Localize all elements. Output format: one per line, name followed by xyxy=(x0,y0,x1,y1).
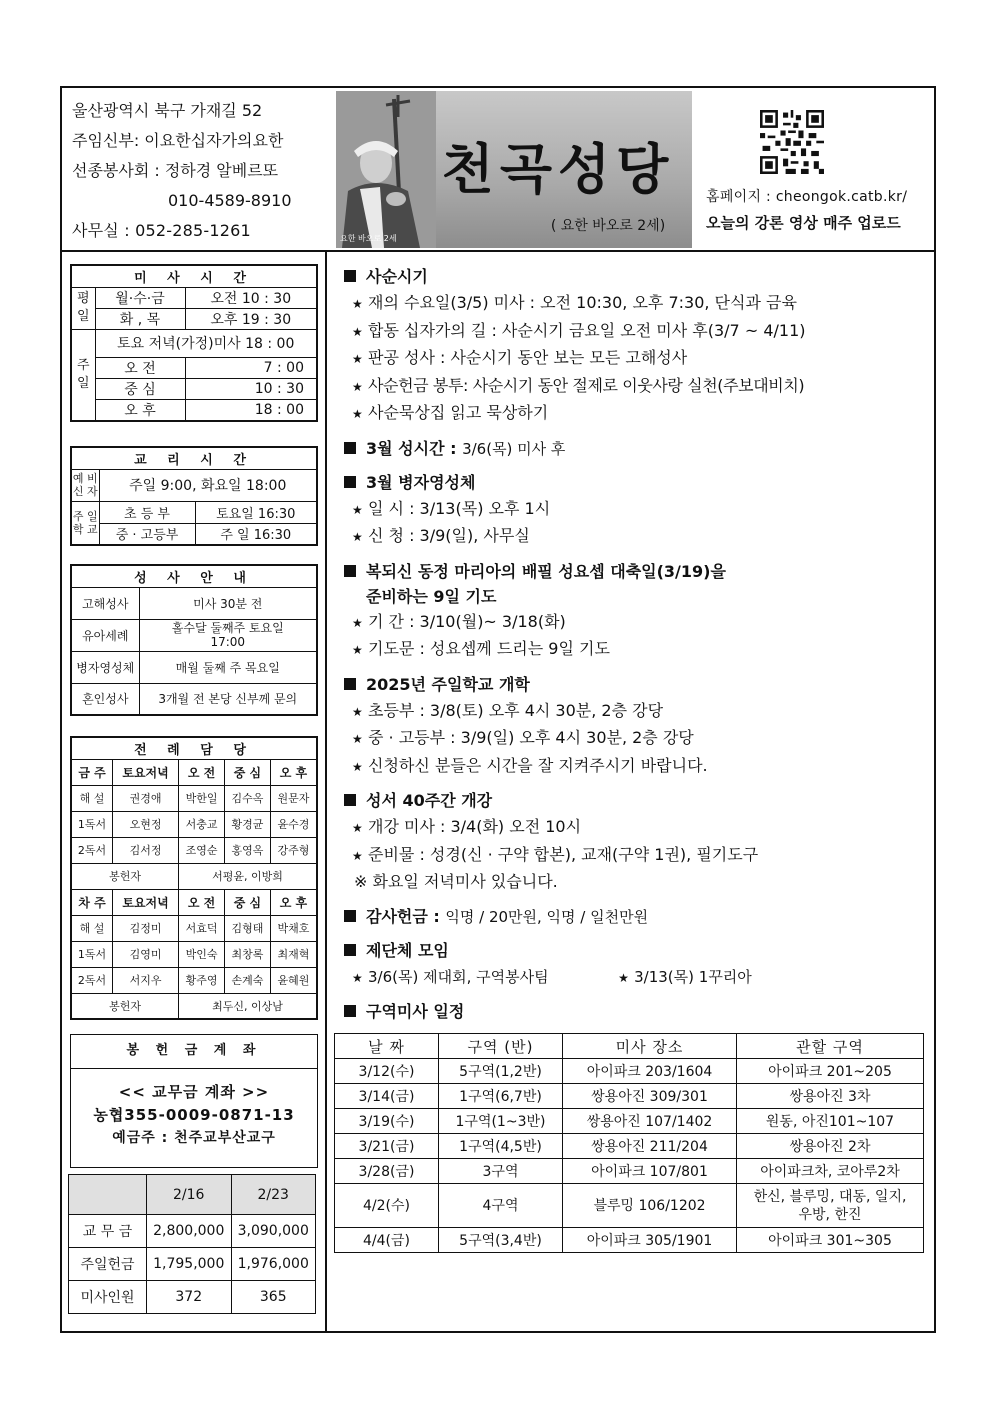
bible-note: ※ 화요일 저녁미사 있습니다. xyxy=(354,872,558,891)
sunday-school-item: ★ 중 · 고등부 : 3/9(일) 오후 4시 30분, 2층 강당 xyxy=(344,725,934,753)
bible-item: ★ 준비물 : 성경(신 · 구약 합본), 교재(구약 1권), 필기도구 xyxy=(344,842,934,870)
district-cell: 아이파크 201~205 xyxy=(737,1059,924,1084)
thanks-detail: 익명 / 20만원, 익명 / 일천만원 xyxy=(445,907,649,926)
duty-cell: 김정미 xyxy=(113,915,179,941)
duty-cell: 서효덕 xyxy=(179,915,225,941)
duty-header: 중 심 xyxy=(225,889,271,915)
star-bullet-icon: ★ xyxy=(352,324,363,339)
school-grade: 초 등 부 xyxy=(99,501,195,523)
district-cell: 3/28(금) xyxy=(335,1159,439,1184)
duty-header: 오 후 xyxy=(270,889,317,915)
district-cell: 3/12(수) xyxy=(335,1059,439,1084)
district-cell: 아이파크 107/801 xyxy=(563,1159,737,1184)
finance-table xyxy=(68,1174,316,1314)
sick-communion-title: 3월 병자영성체 xyxy=(366,472,476,492)
catechumen-time: 주일 9:00, 화요일 18:00 xyxy=(99,469,317,501)
duty-cell: 오현정 xyxy=(113,811,179,837)
sacrament-desc: 매월 둘째 주 목요일 xyxy=(139,651,317,683)
duty-cell: 해 설 xyxy=(71,785,113,811)
duty-cell: 최창록 xyxy=(225,941,271,967)
bible-item: ★ 개강 미사 : 3/4(화) 오전 10시 xyxy=(344,814,934,842)
finance-value: 1,976,000 xyxy=(231,1248,316,1281)
finance-value: 2,800,000 xyxy=(147,1215,232,1248)
sacrament-desc: 3개월 전 본당 신부께 문의 xyxy=(139,683,317,715)
patron-saint: ( 요한 바오로 2세) xyxy=(550,218,666,234)
sunday-school-title: 2025년 주일학교 개학 xyxy=(366,674,530,694)
duty-cell: 박채호 xyxy=(270,915,317,941)
photo-caption: 요한 바오로 2세 xyxy=(340,234,397,243)
church-banner xyxy=(336,91,692,248)
sick-communion-section xyxy=(344,470,934,551)
sunday-school-label: 주 일 학 교 xyxy=(71,501,99,545)
novena-item: ★ 기도문 : 성요셉께 드리는 9일 기도 xyxy=(344,636,934,664)
star-bullet-icon: ★ xyxy=(352,352,363,366)
table-row xyxy=(335,1159,924,1184)
duty-cell: 해 설 xyxy=(71,915,113,941)
finance-label: 주일헌금 xyxy=(69,1248,147,1281)
finance-label: 미사인원 xyxy=(69,1281,147,1314)
finance-value: 365 xyxy=(231,1281,316,1314)
sick-communion-item: ★ 신 청 : 3/9(일), 사무실 xyxy=(344,523,934,551)
sunday-time: 10 : 30 xyxy=(185,378,317,399)
square-bullet-icon xyxy=(344,565,356,577)
sacrament-name: 고해성사 xyxy=(71,587,139,619)
duty-cell: 2독서 xyxy=(71,967,113,993)
district-cell: 아이파크 203/1604 xyxy=(563,1059,737,1084)
district-header: 날 짜 xyxy=(335,1034,439,1059)
district-cell: 4/4(금) xyxy=(335,1228,439,1253)
duty-cell: 황경균 xyxy=(225,811,271,837)
account-subtitle: << 교무금 계좌 >> xyxy=(118,1083,270,1101)
sacraments-title: 성 사 안 내 xyxy=(71,565,317,587)
square-bullet-icon xyxy=(344,944,356,956)
bible-section xyxy=(344,788,934,896)
catechism-table xyxy=(70,446,318,546)
table-row xyxy=(335,1228,924,1253)
school-time: 토요일 16:30 xyxy=(195,501,317,523)
sunday-school-item: ★ 초등부 : 3/8(토) 오후 4시 30분, 2층 강당 xyxy=(344,698,934,726)
offering-label: 봉헌자 xyxy=(71,993,179,1019)
duty-cell: 윤혜원 xyxy=(270,967,317,993)
square-bullet-icon xyxy=(344,270,356,282)
novena-title: 복되신 동정 마리아의 배필 성요셉 대축일(3/19)을 xyxy=(366,561,726,581)
pastor: 주임신부: 이요한십자가의요한 xyxy=(72,131,284,150)
duty-cell: 박한일 xyxy=(179,785,225,811)
district-title: 구역미사 일정 xyxy=(366,1002,465,1021)
thanks-title: 감사헌금 : xyxy=(366,906,440,926)
square-bullet-icon xyxy=(344,678,356,690)
duty-header: 금 주 xyxy=(71,759,113,785)
star-bullet-icon: ★ xyxy=(352,821,363,835)
sacrament-desc: 미사 30분 전 xyxy=(139,587,317,619)
lent-title: 사순시기 xyxy=(344,264,934,290)
duty-cell: 조영순 xyxy=(179,837,225,863)
star-bullet-icon: ★ xyxy=(352,704,363,719)
groups-section xyxy=(344,938,934,992)
office-phone: 사무실 : 052-285-1261 xyxy=(72,221,251,240)
council: 선종봉사회 : 정하경 알베르또 xyxy=(72,161,279,180)
district-header: 관할 구역 xyxy=(737,1034,924,1059)
district-cell: 1구역(1~3반) xyxy=(439,1109,563,1134)
district-header: 미사 장소 xyxy=(563,1034,737,1059)
holy-hour-section xyxy=(344,436,934,462)
table-row xyxy=(335,1059,924,1084)
lent-item: ★ 합동 십자가의 길 : 사순시기 금요일 오전 미사 후(3/7 ~ 4/11) xyxy=(344,318,934,346)
pope-photo xyxy=(336,91,436,248)
duty-cell: 2독서 xyxy=(71,837,113,863)
liturgy-duty-table xyxy=(70,736,318,1020)
duty-cell: 권경애 xyxy=(113,785,179,811)
duty-header: 오 후 xyxy=(270,759,317,785)
star-bullet-icon: ★ xyxy=(352,848,363,863)
sacrament-name: 병자영성체 xyxy=(71,651,139,683)
district-cell: 쌍용아진 3차 xyxy=(737,1084,924,1109)
council-phone: 010-4589-8910 xyxy=(168,191,292,210)
duty-header: 차 주 xyxy=(71,889,113,915)
sunday-time: 7 : 00 xyxy=(185,357,317,378)
parish-info xyxy=(72,96,334,246)
star-bullet-icon: ★ xyxy=(352,407,363,421)
district-cell: 4/2(수) xyxy=(335,1184,439,1228)
bulletin-frame xyxy=(60,86,936,1333)
catechumen-label: 예 비 신 자 xyxy=(71,469,99,501)
duty-cell: 서충교 xyxy=(179,811,225,837)
district-cell: 4구역 xyxy=(439,1184,563,1228)
header xyxy=(62,88,934,252)
district-cell: 1구역(4,5반) xyxy=(439,1134,563,1159)
duty-cell: 홍영옥 xyxy=(225,837,271,863)
duty-header: 오 전 xyxy=(179,759,225,785)
table-row xyxy=(335,1134,924,1159)
duty-cell: 강주형 xyxy=(270,837,317,863)
sunday-period: 오 후 xyxy=(95,399,185,421)
district-cell: 3/19(수) xyxy=(335,1109,439,1134)
district-header: 구역 (반) xyxy=(439,1034,563,1059)
sacrament-name: 혼인성사 xyxy=(71,683,139,715)
duty-cell: 김형태 xyxy=(225,915,271,941)
finance-value: 1,795,000 xyxy=(147,1248,232,1281)
square-bullet-icon xyxy=(344,1005,356,1017)
lent-item: ★ 재의 수요일(3/5) 미사 : 오전 10:30, 오후 7:30, 단식과 금육 xyxy=(344,290,934,318)
district-cell: 3구역 xyxy=(439,1159,563,1184)
district-cell: 한신, 블루밍, 대동, 일지, 우방, 한진 xyxy=(737,1184,924,1228)
sunday-period: 오 전 xyxy=(95,357,185,378)
bible-title: 성서 40주간 개강 xyxy=(366,791,493,810)
finance-header: 2/23 xyxy=(231,1175,316,1215)
church-name: 천곡성당 xyxy=(441,137,675,201)
sick-communion-item: ★ 일 시 : 3/13(목) 오후 1시 xyxy=(344,496,934,524)
duty-cell: 최재혁 xyxy=(270,941,317,967)
duty-cell: 원문자 xyxy=(270,785,317,811)
account-number: 농협355-0009-0871-13 xyxy=(93,1106,295,1124)
offering-label: 봉헌자 xyxy=(71,863,179,889)
weekday-time: 오후 19 : 30 xyxy=(185,308,317,329)
star-bullet-icon: ★ xyxy=(618,970,629,985)
district-cell: 1구역(6,7반) xyxy=(439,1084,563,1109)
duty-header: 토요저녁 xyxy=(113,889,179,915)
table-row xyxy=(335,1084,924,1109)
novena-section xyxy=(344,559,934,664)
column-divider xyxy=(325,252,327,1331)
duty-header: 오 전 xyxy=(179,889,225,915)
duty-cell: 박인숙 xyxy=(179,941,225,967)
weekday-days: 월·수·금 xyxy=(95,287,185,308)
sacraments-table xyxy=(70,564,318,716)
account-title: 봉 헌 금 계 좌 xyxy=(71,1035,317,1069)
square-bullet-icon xyxy=(344,910,356,922)
duty-cell: 손계숙 xyxy=(225,967,271,993)
district-cell: 쌍용아진 107/1402 xyxy=(563,1109,737,1134)
star-bullet-icon: ★ xyxy=(352,970,363,985)
district-cell: 아이파크차, 코아루2차 xyxy=(737,1159,924,1184)
finance-value: 3,090,000 xyxy=(231,1215,316,1248)
sunday-label: 주 일 xyxy=(71,329,95,421)
finance-header xyxy=(69,1175,147,1215)
novena-title-2: 준비하는 9일 기도 xyxy=(366,586,497,606)
groups-items: ★ 3/6(목) 제대회, 구역봉사팀 ★ 3/13(목) 1꾸리아 xyxy=(344,964,934,992)
lent-section xyxy=(344,264,934,428)
lent-item: ★ 사순헌금 봉투: 사순시기 동안 절제로 이웃사랑 실천(주보대비치) xyxy=(344,373,934,401)
mass-times-table xyxy=(70,264,318,422)
account-holder: 예금주 : 천주교부산교구 xyxy=(112,1130,276,1146)
star-bullet-icon: ★ xyxy=(352,530,363,544)
duty-cell: 김영미 xyxy=(113,941,179,967)
district-cell: 5구역(3,4반) xyxy=(439,1228,563,1253)
district-cell: 쌍용아진 2차 xyxy=(737,1134,924,1159)
district-cell: 원동, 아진101~107 xyxy=(737,1109,924,1134)
sunday-time: 18 : 00 xyxy=(185,399,317,421)
lent-item: ★ 판공 성사 : 사순시기 동안 보는 모든 고해성사 xyxy=(344,345,934,373)
sunday-school-item: ★ 신청하신 분들은 시간을 잘 지켜주시기 바랍니다. xyxy=(344,753,934,781)
offering-names: 서평윤, 이방희 xyxy=(179,863,317,889)
holy-hour-time: 3/6(목) 미사 후 xyxy=(462,439,566,458)
duty-header: 토요저녁 xyxy=(113,759,179,785)
sunday-period: 중 심 xyxy=(95,378,185,399)
weekday-days: 화 , 목 xyxy=(95,308,185,329)
district-cell: 3/21(금) xyxy=(335,1134,439,1159)
duty-cell: 서지우 xyxy=(113,967,179,993)
duty-header: 중 심 xyxy=(225,759,271,785)
duty-cell: 황주영 xyxy=(179,967,225,993)
square-bullet-icon xyxy=(344,476,356,488)
holy-hour-title: 3월 성시간 : xyxy=(366,438,457,458)
thanks-section xyxy=(344,904,934,930)
district-cell: 아이파크 305/1901 xyxy=(563,1228,737,1253)
saturday-mass: 토요 저녁(가정)미사 18 : 00 xyxy=(95,329,317,357)
star-bullet-icon: ★ xyxy=(352,759,363,774)
table-row xyxy=(335,1109,924,1134)
lecture-notice: 오늘의 강론 영상 매주 업로드 xyxy=(706,214,901,232)
liturgy-title: 전 례 담 당 xyxy=(71,737,317,759)
star-bullet-icon: ★ xyxy=(352,615,363,630)
square-bullet-icon xyxy=(344,794,356,806)
duty-cell: 김서정 xyxy=(113,837,179,863)
sunday-school-section xyxy=(344,672,934,781)
offering-account xyxy=(70,1034,318,1168)
sacrament-desc: 홀수달 둘째주 토요일 17:00 xyxy=(139,619,317,651)
novena-item: ★ 기 간 : 3/10(월)~ 3/18(화) xyxy=(344,609,934,637)
weekday-time: 오전 10 : 30 xyxy=(185,287,317,308)
school-grade: 중 · 고등부 xyxy=(99,523,195,545)
finance-value: 372 xyxy=(147,1281,232,1314)
district-cell: 5구역(1,2반) xyxy=(439,1059,563,1084)
qr-code-icon[interactable] xyxy=(760,110,824,174)
star-bullet-icon: ★ xyxy=(352,643,363,657)
groups-title: 제단체 모임 xyxy=(366,940,449,960)
finance-label: 교 무 금 xyxy=(69,1215,147,1248)
duty-cell: 1독서 xyxy=(71,941,113,967)
notices xyxy=(344,264,934,1261)
school-time: 주 일 16:30 xyxy=(195,523,317,545)
star-bullet-icon: ★ xyxy=(352,297,363,311)
homepage-link[interactable]: 홈페이지 : cheongok.catb.kr/ xyxy=(706,189,908,205)
finance-header: 2/16 xyxy=(147,1175,232,1215)
district-cell: 블루밍 106/1202 xyxy=(563,1184,737,1228)
catechism-title: 교 리 시 간 xyxy=(71,447,317,469)
district-cell: 아이파크 301~305 xyxy=(737,1228,924,1253)
table-row xyxy=(335,1184,924,1228)
lent-item: ★ 사순묵상집 읽고 묵상하기 xyxy=(344,400,934,428)
district-cell: 쌍용아진 309/301 xyxy=(563,1084,737,1109)
district-cell: 3/14(금) xyxy=(335,1084,439,1109)
district-cell: 쌍용아진 211/204 xyxy=(563,1134,737,1159)
square-bullet-icon xyxy=(344,442,356,454)
duty-cell: 김수옥 xyxy=(225,785,271,811)
star-bullet-icon: ★ xyxy=(352,732,363,746)
offering-names: 최두신, 이상남 xyxy=(179,993,317,1019)
duty-cell: 1독서 xyxy=(71,811,113,837)
sacrament-name: 유아세례 xyxy=(71,619,139,651)
district-mass-table xyxy=(334,1033,924,1253)
weekday-label: 평 일 xyxy=(71,287,95,329)
star-bullet-icon: ★ xyxy=(352,502,363,517)
star-bullet-icon: ★ xyxy=(352,379,363,394)
mass-times-title: 미 사 시 간 xyxy=(71,265,317,287)
district-section xyxy=(344,999,934,1253)
duty-cell: 윤수경 xyxy=(270,811,317,837)
address: 울산광역시 북구 가재길 52 xyxy=(72,101,263,120)
